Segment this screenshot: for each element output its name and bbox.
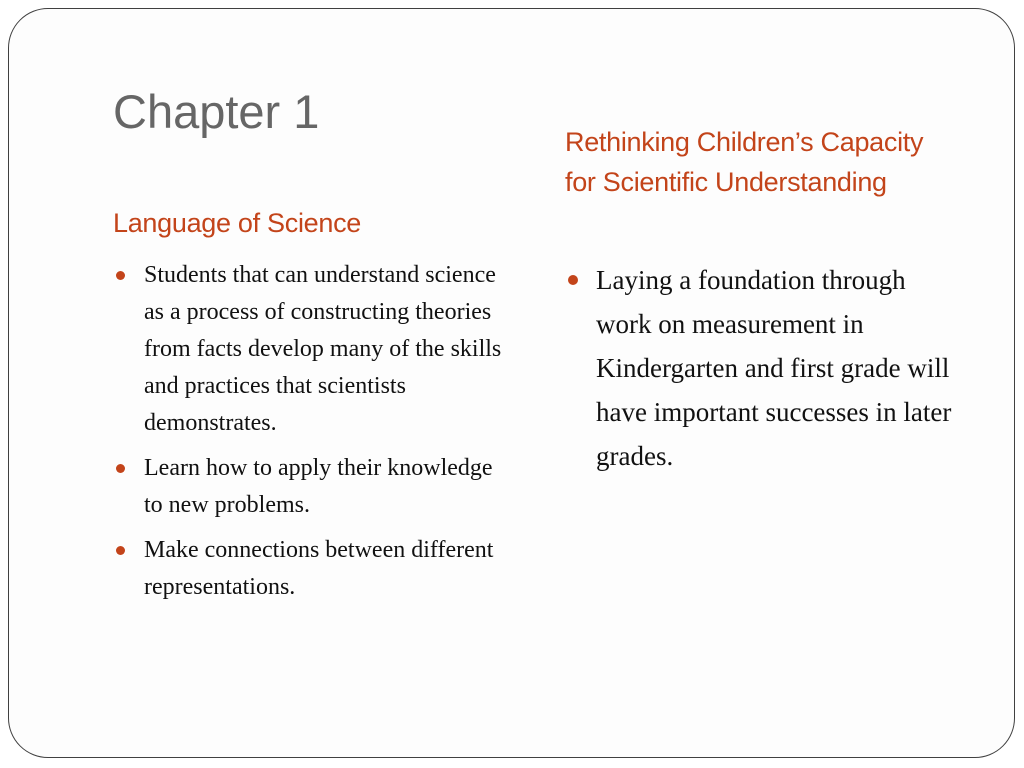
bullet-text: Students that can understand science as a process of constructing theories from facts develop many of the skills and practices that scientists demonstrates. (144, 262, 502, 436)
right-bullet-list (565, 258, 965, 478)
bullet-item (113, 450, 513, 524)
slide-title: Chapter 1 (113, 85, 320, 138)
bullet-dot-icon (116, 464, 125, 473)
bullet-item (113, 532, 513, 606)
bullet-dot-icon (116, 546, 125, 555)
left-bullet-list (113, 257, 513, 614)
right-column-heading: Rethinking Children’s Capacity for Scientific Understanding (565, 127, 924, 197)
bullet-dot-icon (116, 271, 125, 280)
bullet-item (113, 257, 513, 442)
bullet-dot-icon (568, 275, 578, 285)
bullet-text: Learn how to apply their knowledge to new problems. (144, 455, 493, 518)
left-column-heading: Language of Science (113, 208, 362, 238)
bullet-text: Laying a foundation through work on measurement in Kindergarten and first grade will have important successes in later grades. (596, 265, 952, 471)
bullet-text: Make connections between different representations. (144, 537, 494, 600)
bullet-item (565, 258, 965, 478)
